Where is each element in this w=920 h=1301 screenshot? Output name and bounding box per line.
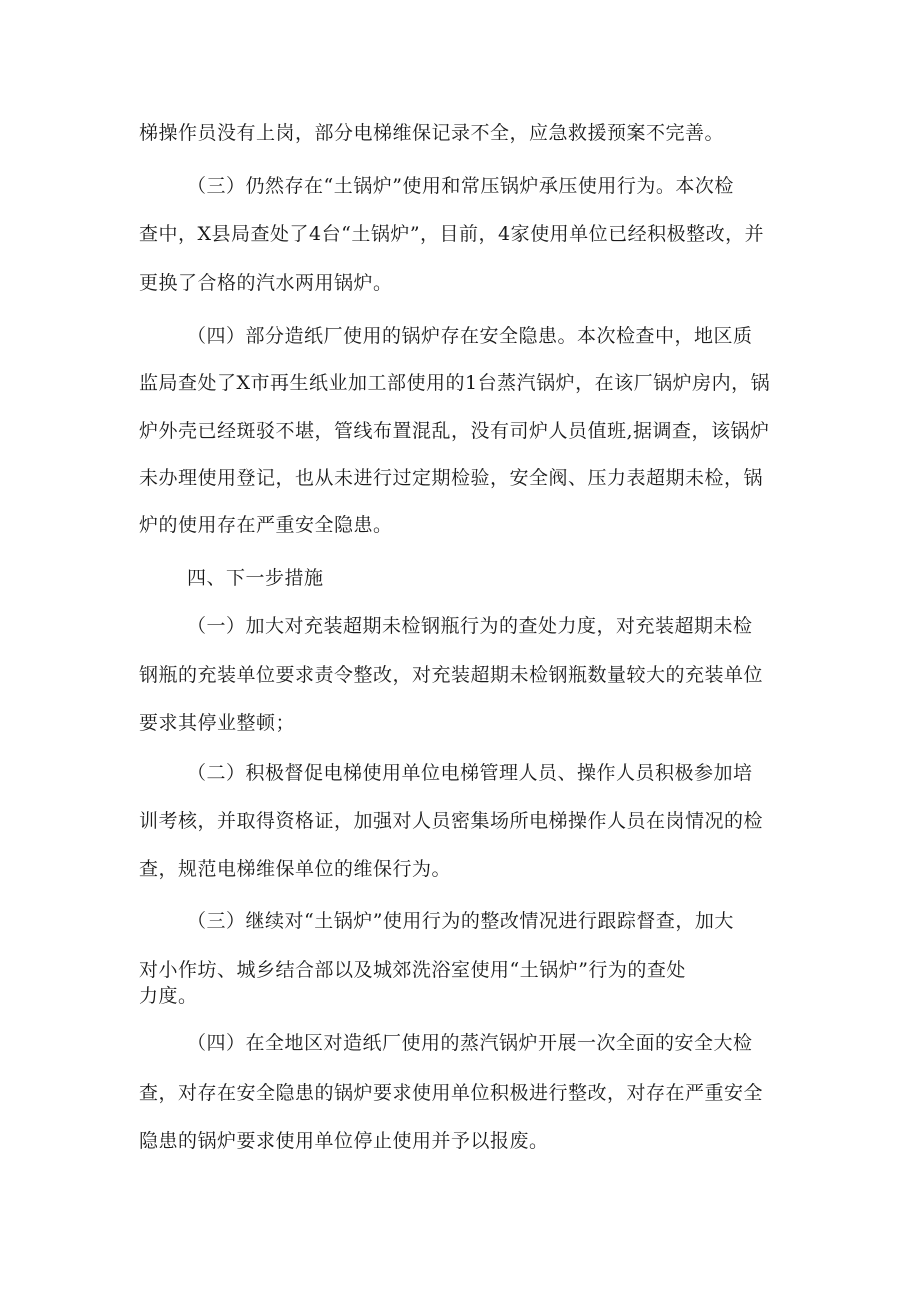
text-line: 炉的使用存在严重安全隐患。 — [139, 514, 393, 536]
text-line: 隐患的锅炉要求使用单位停止使用并予以报废。 — [139, 1130, 549, 1152]
text-line: 更换了合格的汽水两用锅炉。 — [139, 272, 393, 294]
text-line: 对小作坊、城乡结合部以及城郊洗浴室使用“土锅炉”行为的查处 — [139, 959, 686, 981]
text-line: 训考核，并取得资格证，加强对人员密集场所电梯操作人员在岗情况的检 — [139, 810, 764, 832]
text-line: 梯操作员没有上岗，部分电梯维保记录不全，应急救援预案不完善。 — [139, 122, 725, 144]
section-heading: 四、下一步措施 — [187, 567, 324, 589]
paragraph-heading-3: （三）仍然存在“土锅炉”使用和常压锅炉承压使用行为。本次检 — [187, 175, 734, 197]
text-line: 要求其停业整顿； — [139, 712, 296, 734]
paragraph-heading-3b: （三）继续对“土锅炉”使用行为的整改情况进行跟踪督查，加大 — [187, 910, 734, 932]
paragraph-heading-4: （四）部分造纸厂使用的锅炉存在安全隐患。本次检查中，地区质 — [187, 325, 753, 347]
text-line: 监局查处了X市再生纸业加工部使用的1台蒸汽锅炉，在该厂锅炉房内，锅 — [139, 372, 771, 394]
text-line: 查，规范电梯维保单位的维保行为。 — [139, 858, 452, 880]
paragraph-heading-2: （二）积极督促电梯使用单位电梯管理人员、操作人员积极参加培 — [187, 762, 753, 784]
text-line: 查中，X县局查处了4台“土锅炉”，目前，4家使用单位已经积极整改，并 — [139, 223, 765, 245]
text-line: 未办理使用登记，也从未进行过定期检验，安全阀、压力表超期未检，锅 — [139, 467, 764, 489]
text-line: 钢瓶的充装单位要求责令整改，对充装超期未检钢瓶数量较大的充装单位 — [139, 664, 764, 686]
paragraph-heading-1: （一）加大对充装超期未检钢瓶行为的查处力度，对充装超期未检 — [187, 615, 753, 637]
text-line: 力度。 — [139, 985, 198, 1007]
text-line: 查，对存在安全隐患的锅炉要求使用单位积极进行整改，对存在严重安全 — [139, 1082, 764, 1104]
text-line: 炉外壳已经斑驳不堪，管线布置混乱，没有司炉人员值班,据调查，该锅炉 — [139, 420, 770, 442]
paragraph-heading-4b: （四）在全地区对造纸厂使用的蒸汽锅炉开展一次全面的安全大检 — [187, 1032, 753, 1054]
